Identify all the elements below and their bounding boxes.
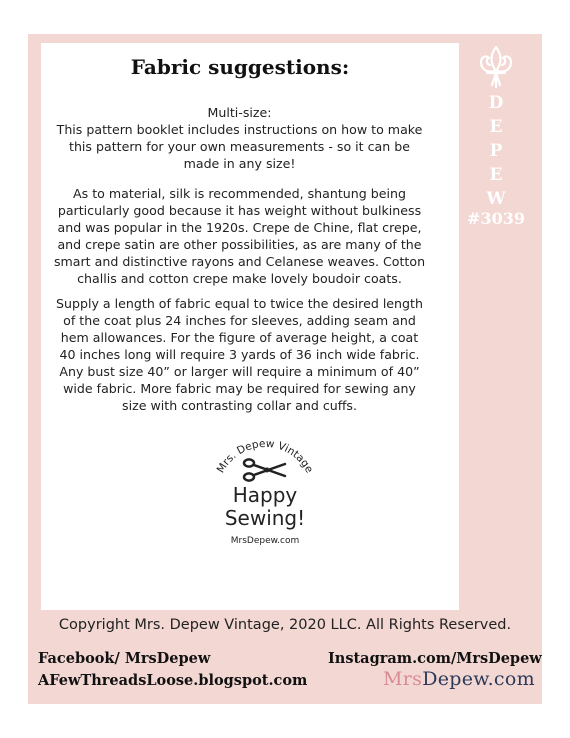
sidebar-letter: E xyxy=(489,165,503,185)
multisize-paragraph: Multi-size: This pattern booklet includes instructions on how to make this pattern for your own measurements - so it can be made in any size! xyxy=(56,105,423,171)
brand-website-link[interactable] xyxy=(383,668,535,690)
sidebar-letter: D xyxy=(488,93,504,113)
blog-link[interactable]: AFewThreadsLoose.blogspot.com xyxy=(38,672,308,689)
sidebar-letter: P xyxy=(489,141,503,161)
fleur-de-lis-icon xyxy=(473,43,519,91)
facebook-link[interactable]: Facebook/ MrsDepew xyxy=(38,650,211,667)
brand-part-mrs: Mrs xyxy=(383,668,423,690)
pattern-sidebar xyxy=(460,43,532,242)
material-paragraph: As to material, silk is recommended, shantung being particularly good because it has weight without bulkiness and was popular in the 1920s. Crepe de Chine, flat crepe, and crepe satin are other possibilities, as are many of the smart and distinctive rayons and Celanese weaves. Cotton challis and cotton crepe make lovely boudoir coats. xyxy=(53,186,426,286)
brand-part-depew: Depew.com xyxy=(422,668,535,690)
stamp-line-happy: Happy xyxy=(232,483,298,507)
copyright-notice: Copyright Mrs. Depew Vintage, 2020 LLC. All Rights Reserved. xyxy=(58,617,512,633)
page-title: Fabric suggestions: xyxy=(130,55,350,79)
stamp-arc-text: Mrs. Depew Vintage xyxy=(214,437,316,476)
yardage-paragraph: Supply a length of fabric equal to twice the desired length of the coat plus 24 inches for sleeves, adding seam and hem allowances. For the figure of average height, a coat 40 inches long will require 3 yards of 36 inch wide fabric. Any bust size 40” or larger will require a minimum of 40” wide fabric. More fabric may be required for sewing any size with contrasting collar and cuffs. xyxy=(56,296,423,413)
sidebar-letter: W xyxy=(486,189,506,209)
pattern-number: #3039 xyxy=(467,209,525,228)
stamp-url: MrsDepew.com xyxy=(230,536,300,546)
sidebar-letter: E xyxy=(489,117,503,137)
instagram-link[interactable]: Instagram.com/MrsDepew xyxy=(328,650,542,667)
stamp-line-sewing: Sewing! xyxy=(224,506,306,530)
happy-sewing-stamp xyxy=(200,432,330,562)
scissors-icon xyxy=(244,459,285,480)
